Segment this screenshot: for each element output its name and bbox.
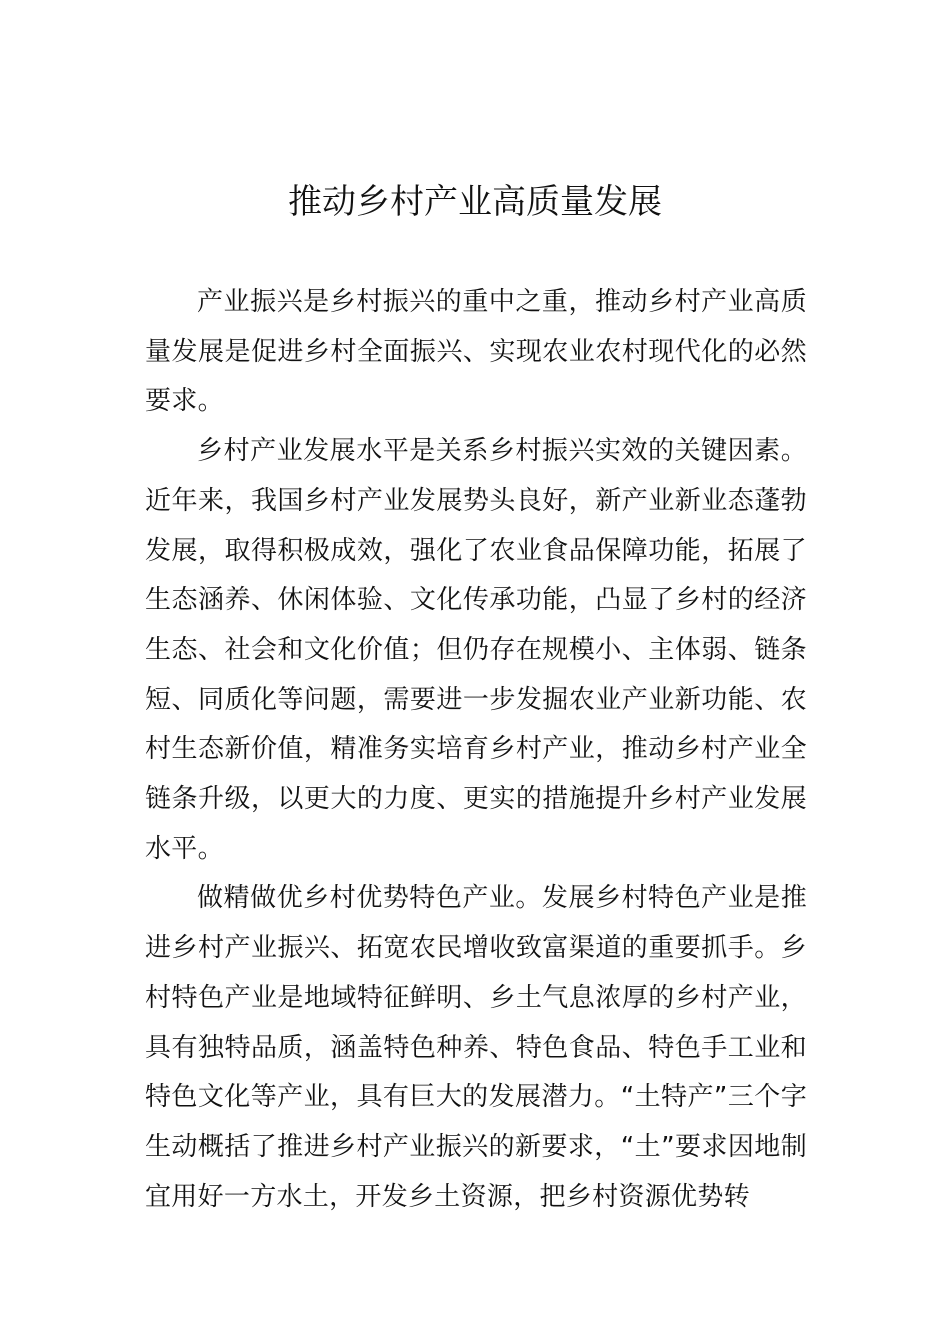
paragraph: 乡村产业发展水平是关系乡村振兴实效的关键因素。近年来，我国乡村产业发展势头良好，新产业新业态蓬勃发展，取得积极成效，强化了农业食品保障功能，拓展了生态涵养、休闲体验、文化传承功能，凸显了乡村的经济生态、社会和文化价值；但仍存在规模小、主体弱、链条短、同质化等问题，需要进一步发掘农业产业新功能、农村生态新价值，精准务实培育乡村产业，推动乡村产业全链条升级，以更大的力度、更实的措施提升乡村产业发展水平。	[145, 436, 807, 864]
document-title: 推动乡村产业高质量发展	[288, 182, 662, 222]
paragraph: 做精做优乡村优势特色产业。发展乡村特色产业是推进乡村产业振兴、拓宽农民增收致富渠道的重要抓手。乡村特色产业是地域特征鲜明、乡土气息浓厚的乡村产业，具有独特品质，涵盖特色种养、特色食品、特色手工业和特色文化等产业，具有巨大的发展潜力。“土特产”三个字生动概括了推进乡村产业振兴的新要求，“土”要求因地制宜用好一方水土，开发乡土资源，把乡村资源优势转	[145, 883, 807, 1212]
document-body	[145, 278, 807, 1222]
paragraph: 产业振兴是乡村振兴的重中之重，推动乡村产业高质量发展是促进乡村全面振兴、实现农业农村现代化的必然要求。	[145, 287, 807, 417]
